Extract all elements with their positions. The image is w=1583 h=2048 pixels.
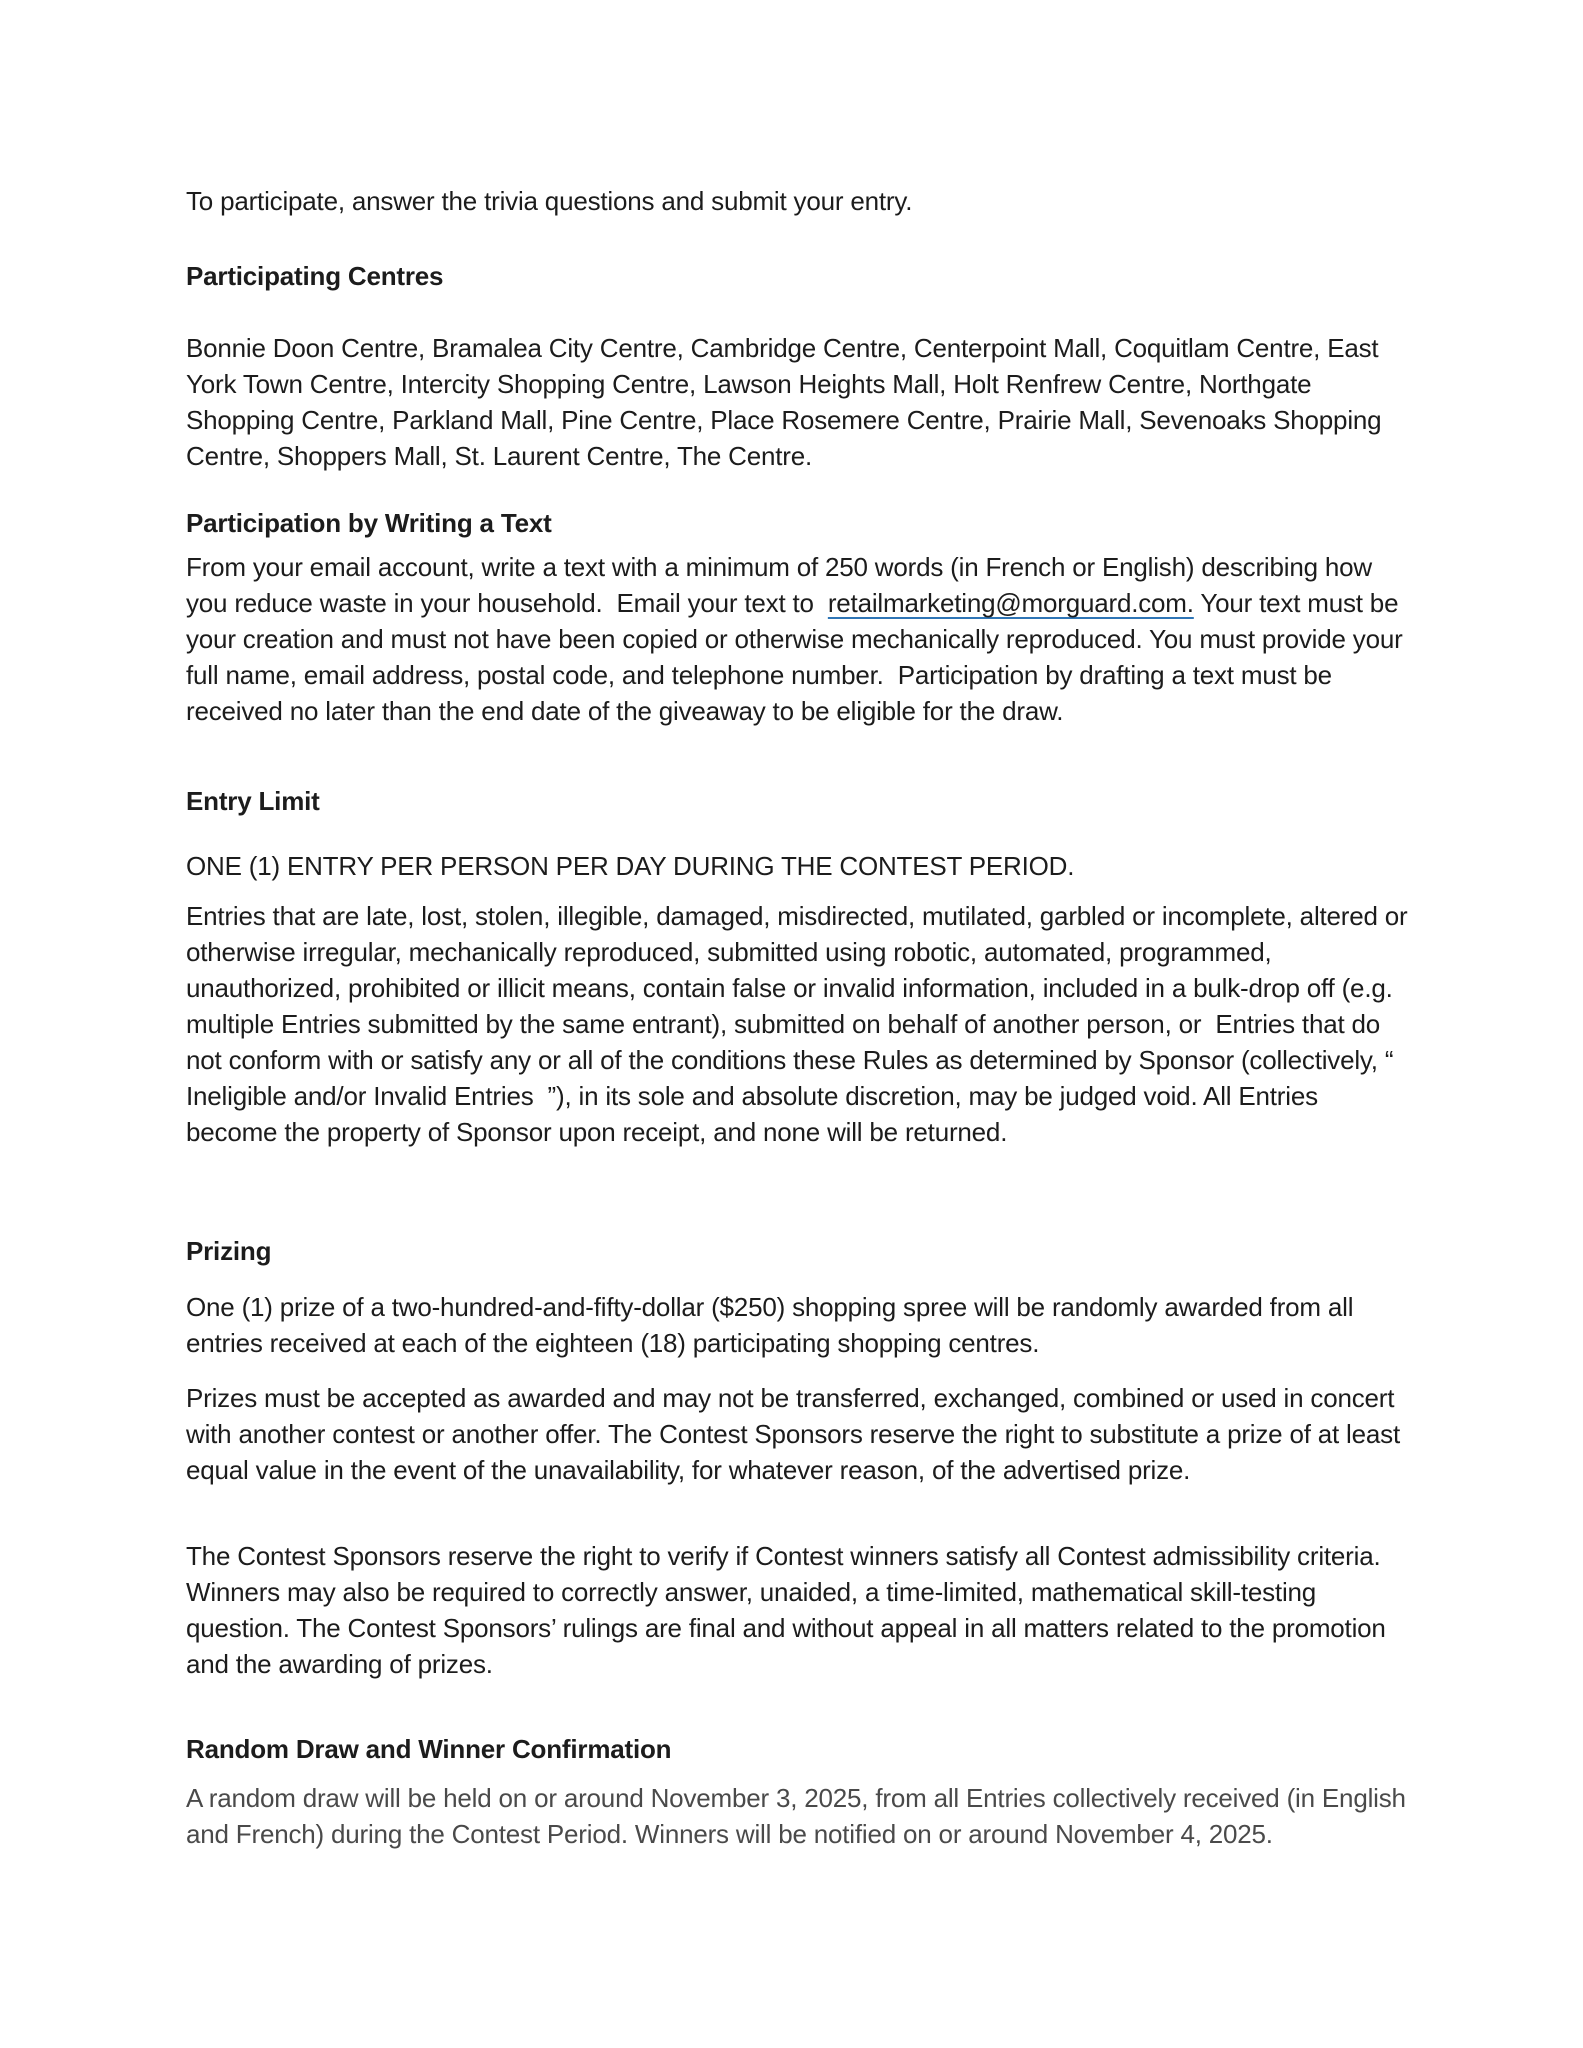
heading-prizing: Prizing: [186, 1236, 272, 1266]
random-draw-paragraph: A random draw will be held on or around November 3, 2025, from all Entries collectively received (in English and French) during the Contest Period. Winners will be notified on or around November 4, 2025.: [186, 1783, 1413, 1849]
heading-participating-centres: Participating Centres: [186, 261, 444, 291]
participation-text-after-link: Your text must be your creation and must not have been copied or otherwise mechanically reproduced. You must provide your full name, email address, postal code, and telephone number. Participation by drafting a text must be received no later than the end date of the giveaway to be eligible for the draw.: [186, 588, 1410, 726]
heading-entry-limit: Entry Limit: [186, 786, 320, 816]
heading-participation-by-writing-a-text: Participation by Writing a Text: [186, 508, 552, 538]
participation-by-text-paragraph: [186, 549, 1414, 729]
entry-limit-rule: ONE (1) ENTRY PER PERSON PER DAY DURING THE CONTEST PERIOD.: [186, 851, 1075, 881]
prize-conditions-paragraph: Prizes must be accepted as awarded and may not be transferred, exchanged, combined or used in concert with another contest or another offer. The Contest Sponsors reserve the right to substitute a prize of at least equal value in the event of the unavailability, for whatever reason, of the advertised prize.: [186, 1383, 1408, 1485]
heading-random-draw-and-winner-confirmation: Random Draw and Winner Confirmation: [186, 1734, 672, 1764]
invalid-entries-paragraph: Entries that are late, lost, stolen, illegible, damaged, misdirected, mutilated, garbled or incomplete, altered or otherwise irregular, mechanically reproduced, submitted using robotic, automated, programmed, unauthorized, prohibited or illicit means, contain false or invalid information, included in a bulk-drop off (e.g. multiple Entries submitted by the same entrant), submitted on behalf of another person, or Entries that do not conform with or satisfy any or all of the conditions these Rules as determined by Sponsor (collectively, “ Ineligible and/or Invalid Entries ”), in its sole and absolute discretion, may be judged void. All Entries become the property of Sponsor upon receipt, and none will be returned.: [186, 901, 1415, 1147]
email-link[interactable]: retailmarketing@morguard.com.: [827, 588, 1194, 618]
participating-centres-list: Bonnie Doon Centre, Bramalea City Centre, Cambridge Centre, Centerpoint Mall, Coquitlam Centre, East York Town Centre, Intercity Shopping Centre, Lawson Heights Mall, Holt Renfrew Centre, Northgate Shopping Centre, Parkland Mall, Pine Centre, Place Rosemere Centre, Prairie Mall, Sevenoaks Shopping Centre, Shoppers Mall, St. Laurent Centre, The Centre.: [186, 333, 1389, 471]
intro-paragraph: To participate, answer the trivia questions and submit your entry.: [186, 186, 913, 216]
participation-text-before-link: From your email account, write a text with a minimum of 250 words (in French or English) describing how you reduce waste in your household. Email your text to: [186, 552, 1380, 618]
winner-verification-paragraph: The Contest Sponsors reserve the right to verify if Contest winners satisfy all Contest admissibility criteria. Winners may also be required to correctly answer, unaided, a time-limited, mathematical skill-testing question. The Contest Sponsors’ rulings are final and without appeal in all matters related to the promotion and the awarding of prizes.: [186, 1541, 1393, 1679]
prize-description-paragraph: One (1) prize of a two-hundred-and-fifty-dollar ($250) shopping spree will be randomly awarded from all entries received at each of the eighteen (18) participating shopping centres.: [186, 1292, 1361, 1358]
